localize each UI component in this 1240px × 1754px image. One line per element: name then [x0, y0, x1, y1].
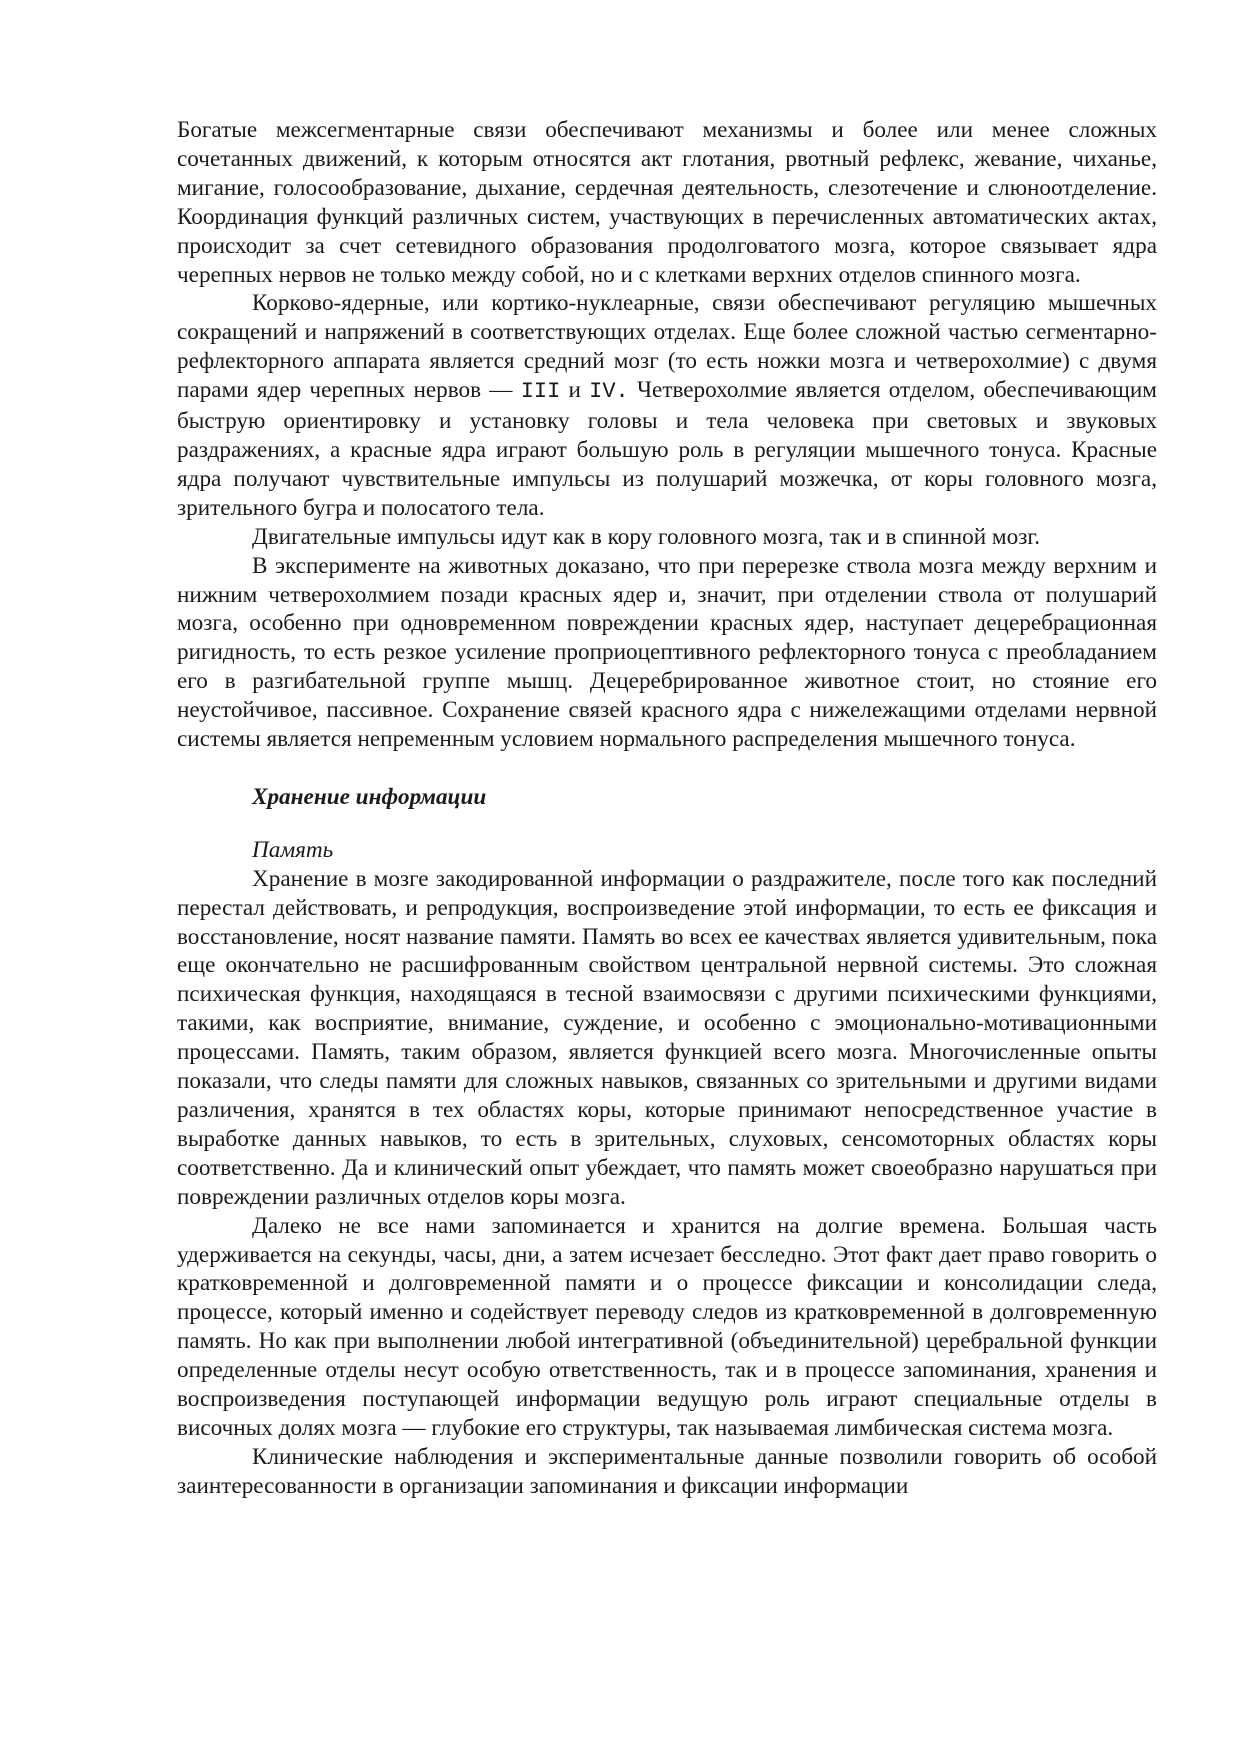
paragraph-clinical-observations: Клинические наблюдения и экспериментальные данные позволили говорить об особой заинтересованности в организации запоминания и фиксации информации: [177, 1443, 1157, 1499]
paragraph-memory-definition: Хранение в мозге закодированной информации о раздражителе, после того как последний перестал действовать, и репродукция, воспроизведение этой информации, то есть ее фиксация и восстановление, носят название памяти. Память во всех ее качествах является удивительным, пока еще окончательно не расшифрованным свойством центральной нервной системы. Это сложная психическая функция, находящаяся в тесной взаимосвязи с другими психическими функциями, такими, как восприятие, внимание, суждение, и особенно с эмоционально-мотивационными процессами. Память, таким образом, является функцией всего мозга. Многочисленные опыты показали, что следы памяти для сложных навыков, связанных со зрительными и другими видами различения, хранятся в тех областях коры, которые принимают непосредственное участие в выработке данных навыков, то есть в зрительных, слуховых, сенсомоторных областях коры соответственно. Да и клинический опыт убеждает, что память может своеобразно нарушаться при повреждении различных отделов коры мозга.: [177, 865, 1157, 1210]
paragraph-text-part: Корково-ядерные, или кортико-нуклеарные, связи обеспечивают регуляцию мышечных сокращений и напряжений в соответствующих отделах. Еще более сложной частью сегментарно-рефлекторного аппарата является средний мозг (то есть ножки мозга и четверохолмие) с двумя парами ядер черепных нервов —: [177, 290, 1157, 404]
cranial-nerve-label: III: [520, 379, 561, 405]
paragraph-short-long-term-memory: Далеко не все нами запоминается и хранится на долгие времена. Большая часть удерживается на секунды, часы, дни, а затем исчезает бесследно. Этот факт дает право говорить о кратковременной и долговременной памяти и о процессе фиксации и консолидации следа, процессе, который именно и содействует переводу следов из кратковременной в долговременную память. Но как при выполнении любой интегративной (объединительной) церебральной функции определенные отделы несут особую ответственность, так и в процессе запоминания, хранения и воспроизведения поступающей информации ведущую роль играют специальные отделы в височных долях мозга — глубокие его структуры, так называемая лимбическая система мозга.: [177, 1212, 1157, 1441]
subsection-heading: Память: [252, 836, 334, 863]
paragraph-decerebrate-rigidity: В эксперименте на животных доказано, что при перерезке ствола мозга между верхним и нижним четверохолмием позади красных ядер и, значит, при отделении ствола от полушарий мозга, особенно при одновременном повреждении красных ядер, наступает децеребрационная ригидность, то есть резкое усиление проприоцептивного рефлекторного тонуса с преобладанием его в разгибательной группе мышц. Децеребрированное животное стоит, но стояние его неустойчивое, пассивное. Сохранение связей красного ядра с нижележащими отделами нервной системы является непременным условием нормального распределения мышечного тонуса.: [177, 552, 1157, 753]
paragraph-text-part: и: [560, 377, 590, 404]
paragraph-corticonuclear-connections: [177, 289, 1157, 522]
document-page: [177, 116, 1157, 1501]
cranial-nerve-label: IV.: [589, 379, 629, 405]
paragraph-text-part: Четверохолмие является отделом, обеспечивающим быструю ориентировку и установку головы и тела человека при световых и звуковых раздражениях, а красные ядра играют большую роль в регуляции мышечного тонуса. Красные ядра получают чувствительные импульсы из полушарий мозжечка, от коры головного мозга, зрительного бугра и полосатого тела.: [177, 377, 1157, 521]
spacer: [177, 812, 1157, 836]
paragraph-intersegmental-connections: Богатые межсегментарные связи обеспечивают механизмы и более или менее сложных сочетанных движений, к которым относятся акт глотания, рвотный рефлекс, жевание, чиханье, мигание, голосообразование, дыхание, сердечная деятельность, слезотечение и слюноотделение. Координация функций различных систем, участвующих в перечисленных автоматических актах, происходит за счет сетевидного образования продолговатого мозга, которое связывает ядра черепных нервов не только между собой, но и с клетками верхних отделов спинного мозга.: [177, 117, 1157, 288]
paragraph-motor-impulses: Двигательные импульсы идут как в кору головного мозга, так и в спинной мозг.: [252, 523, 1041, 550]
spacer: [177, 754, 1157, 783]
section-heading: Хранение информации: [252, 783, 487, 810]
